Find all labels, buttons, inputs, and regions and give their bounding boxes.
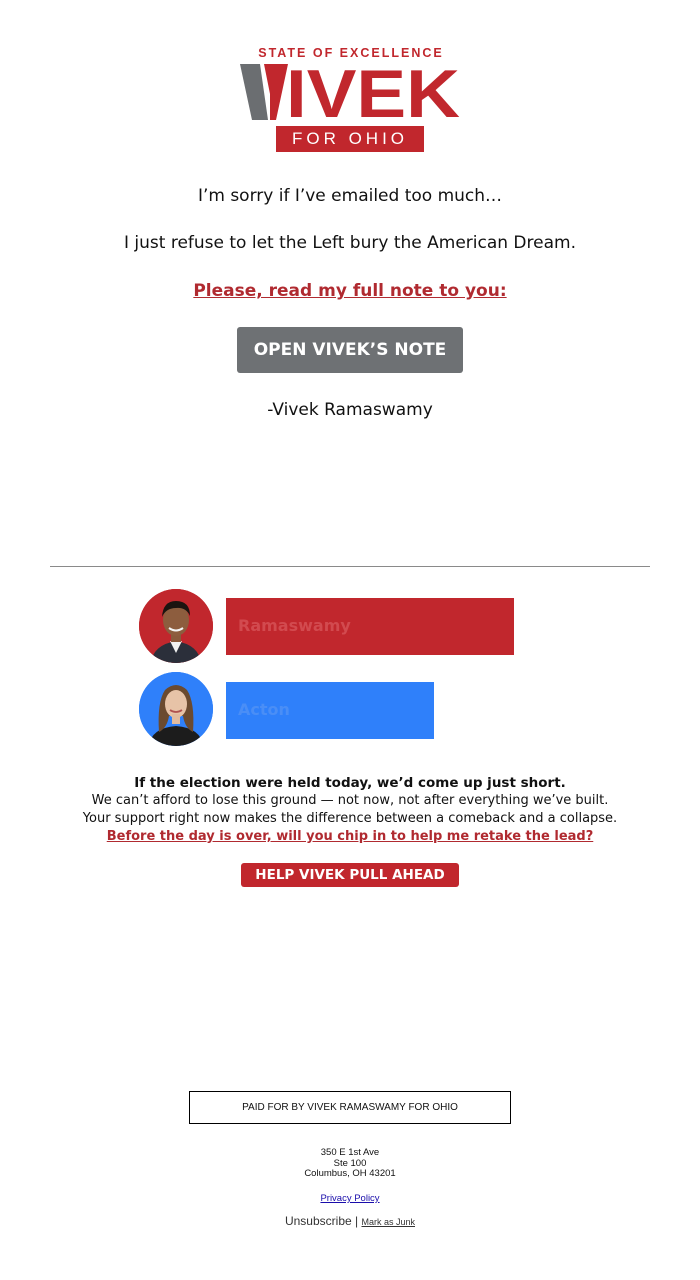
read-note-link[interactable]: Please, read my full note to you: <box>193 281 507 301</box>
logo-wordmark <box>240 64 462 120</box>
intro-line-2: I just refuse to let the Left bury the American Dream. <box>124 233 576 253</box>
footer-separator: | <box>355 1214 359 1228</box>
address-line-2: Ste 100 <box>333 1157 367 1169</box>
intro-line-1: I’m sorry if I’ve emailed too much… <box>197 186 503 206</box>
summary-line-2: Your support right now makes the difference between a comeback and a collapse. <box>82 811 618 826</box>
help-vivek-button[interactable]: HELP VIVEK PULL AHEAD <box>241 863 459 887</box>
campaign-logo <box>240 46 462 154</box>
open-note-button[interactable]: OPEN VIVEK’S NOTE <box>237 327 463 373</box>
privacy-policy-link[interactable]: Privacy Policy <box>320 1193 380 1204</box>
logo-subtitle: FOR OHIO <box>276 126 424 152</box>
acton-label: Acton <box>238 700 290 719</box>
logo-v-right-stroke <box>264 64 288 120</box>
poll-summary <box>0 774 700 846</box>
paid-for-disclaimer: PAID FOR BY VIVEK RAMASWAMY FOR OHIO <box>189 1091 511 1124</box>
candidate-photo-icon <box>139 672 213 746</box>
signature: -Vivek Ramaswamy <box>267 400 433 420</box>
read-note-link-row <box>0 281 700 301</box>
ramaswamy-avatar <box>139 589 213 663</box>
retake-lead-link[interactable]: Before the day is over, will you chip in to help me retake the lead? <box>106 829 594 844</box>
mark-as-junk-link[interactable]: Mark as Junk <box>361 1217 416 1227</box>
ramaswamy-label: Ramaswamy <box>238 616 351 635</box>
section-divider <box>50 566 650 567</box>
acton-bar <box>226 682 434 739</box>
address-line-3: Columbus, OH 43201 <box>304 1168 396 1179</box>
unsubscribe-row <box>0 1214 700 1228</box>
summary-headline: If the election were held today, we’d come up just short. <box>134 775 566 791</box>
logo-v-left-stroke <box>240 64 268 120</box>
ramaswamy-bar <box>226 598 514 655</box>
candidate-photo-icon <box>139 589 213 663</box>
mailing-address <box>0 1148 700 1180</box>
privacy-row <box>0 1193 700 1204</box>
acton-avatar <box>139 672 213 746</box>
logo-wordmark-text: IVEK <box>286 64 460 120</box>
address-line-1: 350 E 1st Ave <box>320 1147 380 1158</box>
summary-line-1: We can’t afford to lose this ground — not now, not after everything we’ve built. <box>91 793 609 808</box>
logo-tagline: STATE OF EXCELLENCE <box>258 46 444 60</box>
unsubscribe-link[interactable]: Unsubscribe <box>284 1214 352 1228</box>
